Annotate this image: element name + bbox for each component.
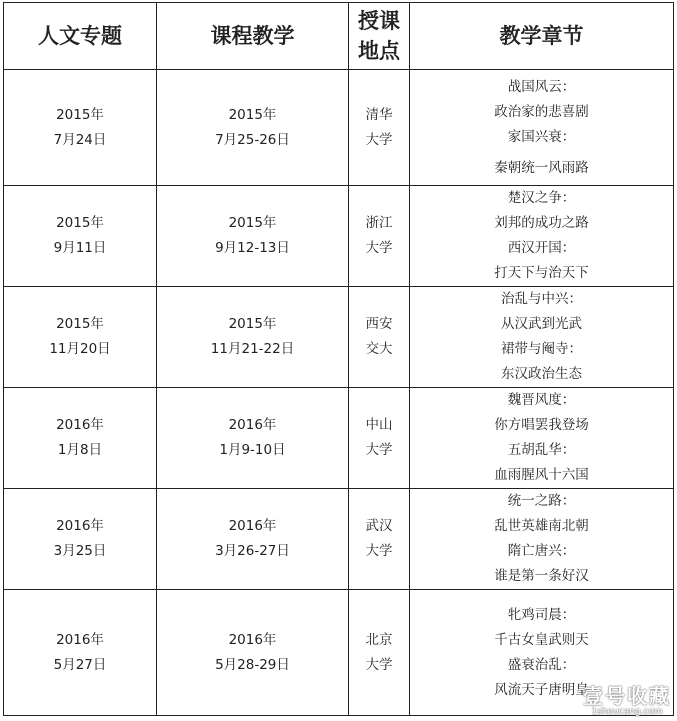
site-watermark bbox=[583, 685, 671, 717]
location-cell bbox=[349, 287, 410, 388]
chapters-cell bbox=[410, 186, 674, 287]
chapters-cell bbox=[410, 388, 674, 489]
header-chapters: 教学章节 bbox=[410, 3, 674, 70]
topic-year: 2015年 bbox=[56, 215, 104, 231]
course-date: 9月12-13日 bbox=[215, 240, 290, 256]
chapter-line: 西汉开国： bbox=[507, 240, 576, 256]
location-cell bbox=[349, 590, 410, 716]
topic-date-cell bbox=[4, 489, 157, 590]
topic-year: 2015年 bbox=[56, 106, 104, 123]
location-line1: 清华 bbox=[365, 106, 393, 123]
course-year: 2015年 bbox=[228, 316, 277, 332]
chapter-line: 谁是第一条好汉 bbox=[494, 568, 589, 584]
topic-date-cell bbox=[4, 590, 157, 716]
table-row bbox=[4, 287, 674, 388]
location-line2: 大学 bbox=[365, 442, 393, 458]
course-date: 1月9-10日 bbox=[219, 442, 286, 458]
chapter-line: 从汉武到光武 bbox=[501, 316, 582, 332]
chapter-line: 你方唱罢我登场 bbox=[494, 417, 589, 433]
location-line2: 大学 bbox=[365, 131, 393, 148]
course-year: 2015年 bbox=[228, 215, 277, 231]
chapters-cell bbox=[410, 489, 674, 590]
topic-date: 11月20日 bbox=[49, 341, 111, 357]
chapter-line: 五胡乱华： bbox=[507, 442, 576, 458]
chapter-line: 风流天子唐明皇 bbox=[494, 681, 589, 698]
chapter-line: 政治家的悲喜剧 bbox=[494, 103, 589, 120]
chapter-line: 战国风云： bbox=[507, 78, 576, 95]
chapter-line: 魏晋风度： bbox=[507, 392, 576, 408]
topic-year: 2016年 bbox=[56, 518, 104, 534]
chapter-line: 打天下与治天下 bbox=[494, 265, 589, 281]
location-line1: 浙江 bbox=[365, 215, 393, 231]
course-year: 2015年 bbox=[228, 106, 277, 123]
topic-date: 9月11日 bbox=[53, 240, 107, 256]
location-line1: 西安 bbox=[365, 316, 393, 332]
topic-year: 2015年 bbox=[56, 316, 104, 332]
course-date: 3月26-27日 bbox=[215, 543, 290, 559]
course-year: 2016年 bbox=[228, 631, 277, 648]
course-year: 2016年 bbox=[228, 417, 277, 433]
course-date-cell bbox=[157, 489, 349, 590]
chapter-line: 千古女皇武则天 bbox=[494, 631, 589, 648]
chapter-line: 治乱与中兴： bbox=[501, 291, 582, 307]
chapter-line: 乱世英雄南北朝 bbox=[494, 518, 589, 534]
location-line2: 大学 bbox=[365, 656, 393, 673]
course-date: 7月25-26日 bbox=[215, 131, 290, 148]
header-topic: 人文专题 bbox=[4, 3, 157, 70]
chapter-line: 刘邦的成功之路 bbox=[494, 215, 589, 231]
topic-date: 1月8日 bbox=[57, 442, 103, 458]
course-date: 11月21-22日 bbox=[210, 341, 295, 357]
location-cell bbox=[349, 70, 410, 186]
location-cell bbox=[349, 186, 410, 287]
course-date-cell bbox=[157, 287, 349, 388]
table-row bbox=[4, 590, 674, 716]
location-cell bbox=[349, 489, 410, 590]
topic-date: 7月24日 bbox=[53, 131, 107, 148]
chapter-line: 秦朝统一风雨路 bbox=[494, 159, 589, 176]
chapters-cell bbox=[410, 287, 674, 388]
location-line1: 武汉 bbox=[365, 518, 393, 534]
topic-date: 5月27日 bbox=[53, 656, 107, 673]
header-location-line1: 授课 bbox=[358, 9, 400, 33]
header-location bbox=[349, 3, 410, 70]
course-date-cell bbox=[157, 70, 349, 186]
topic-year: 2016年 bbox=[56, 417, 104, 433]
header-location-line2: 地点 bbox=[358, 39, 400, 63]
topic-date-cell bbox=[4, 388, 157, 489]
course-year: 2016年 bbox=[228, 518, 277, 534]
table-row bbox=[4, 388, 674, 489]
location-line1: 中山 bbox=[365, 417, 393, 433]
location-line2: 交大 bbox=[365, 341, 393, 357]
topic-date-cell bbox=[4, 70, 157, 186]
chapter-line: 牝鸡司晨： bbox=[507, 606, 576, 623]
chapter-line: 楚汉之争： bbox=[507, 190, 576, 206]
course-date-cell bbox=[157, 186, 349, 287]
chapter-line: 裙带与阉寺： bbox=[501, 341, 582, 357]
table-row bbox=[4, 489, 674, 590]
chapter-line: 统一之路： bbox=[507, 493, 576, 509]
location-cell bbox=[349, 388, 410, 489]
topic-date-cell bbox=[4, 186, 157, 287]
location-line1: 北京 bbox=[365, 631, 393, 648]
watermark-sub-text: 1shoucang.com bbox=[591, 707, 663, 717]
chapters-cell bbox=[410, 70, 674, 186]
table-row bbox=[4, 186, 674, 287]
topic-date-cell bbox=[4, 287, 157, 388]
topic-year: 2016年 bbox=[56, 631, 104, 648]
header-course: 课程教学 bbox=[157, 3, 349, 70]
chapter-line: 家国兴衰： bbox=[507, 128, 576, 145]
location-line2: 大学 bbox=[365, 240, 393, 256]
chapter-line: 血雨腥风十六国 bbox=[494, 467, 589, 483]
schedule-table bbox=[3, 2, 674, 716]
table-row bbox=[4, 70, 674, 186]
chapter-line: 东汉政治生态 bbox=[501, 366, 582, 382]
course-date-cell bbox=[157, 590, 349, 716]
topic-date: 3月25日 bbox=[53, 543, 107, 559]
chapter-line: 盛衰治乱： bbox=[507, 656, 576, 673]
watermark-main-text: 壹号收藏 bbox=[583, 684, 671, 708]
location-line2: 大学 bbox=[365, 543, 393, 559]
course-date-cell bbox=[157, 388, 349, 489]
course-date: 5月28-29日 bbox=[215, 656, 290, 673]
chapter-line: 隋亡唐兴： bbox=[507, 543, 576, 559]
header-row bbox=[4, 3, 674, 70]
